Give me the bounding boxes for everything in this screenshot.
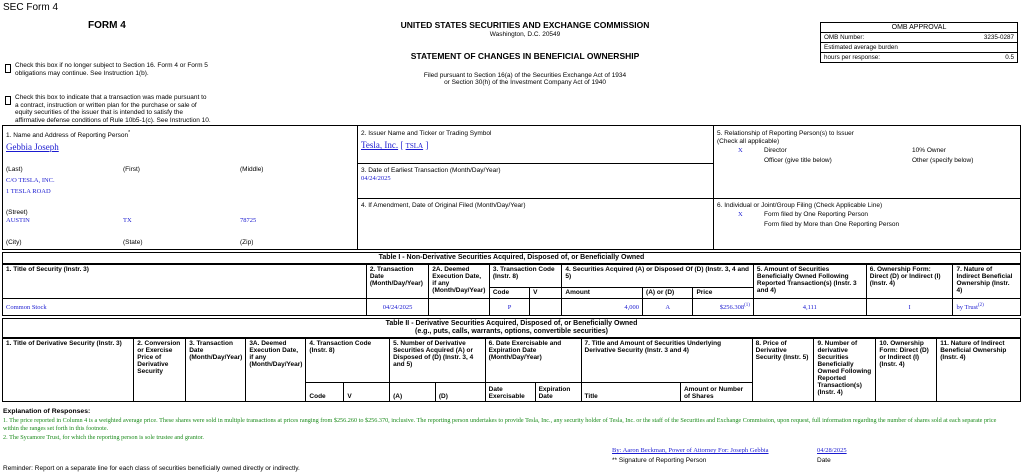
- filing-one-mark: X: [738, 211, 743, 218]
- table2: [2, 338, 1021, 402]
- zip-value: 78725: [240, 217, 257, 224]
- earliest-date-label: 3. Date of Earliest Transaction (Month/Day/Year): [361, 167, 501, 174]
- filing-more-label: Form filed by More than One Reporting Person: [764, 221, 900, 228]
- street-label: (Street): [6, 209, 28, 216]
- t1-price-value: $256.308: [719, 304, 745, 312]
- t2-header-price: 8. Price of Derivative Security (Instr. 5): [752, 339, 814, 402]
- t2-subheader-amount: Amount or Number of Shares: [680, 383, 752, 402]
- t1-header-owned: 5. Amount of Securities Beneficially Owned Following Reported Transaction(s) (Instr. 3 and 4): [753, 265, 866, 299]
- zip-label: (Zip): [240, 239, 254, 246]
- t1-cell-nature: [953, 299, 1021, 316]
- t2-header-number-group: 5. Number of Derivative Securities Acquired (A) or Disposed of (D) (Instr. 3, 4 and 5): [390, 339, 486, 383]
- other-label: Other (specify below): [912, 157, 974, 164]
- t2-header-title: 1. Title of Derivative Security (Instr. 3): [3, 339, 134, 402]
- t1-cell-form: I: [866, 299, 953, 316]
- t2-header-nature: 11. Nature of Indirect Beneficial Ownership (Instr. 4): [937, 339, 1021, 402]
- footnote-1-ref[interactable]: (1): [744, 302, 750, 308]
- statement-title: STATEMENT OF CHANGES IN BENEFICIAL OWNERSHIP: [410, 51, 640, 61]
- checkbox-10b5-line-4: affirmative defense conditions of Rule 10b5-1(c). See Instruction 10.: [15, 116, 211, 124]
- checkbox-section16-line-1: Check this box if no longer subject to Section 16. Form 4 or Form 5: [15, 62, 208, 69]
- t2-subheader-exp: Expiration Date: [535, 383, 581, 402]
- city-value: AUSTIN: [6, 217, 30, 224]
- state-value: TX: [123, 217, 132, 224]
- t2-header-exercisable-group: 6. Date Exercisable and Expiration Date (Month/Day/Year): [485, 339, 581, 383]
- omb-burden-label: Estimated average burden: [821, 43, 1018, 53]
- relationship-label: 5. Relationship of Reporting Person(s) to Issuer: [717, 130, 854, 137]
- t1-cell-amount: 4,000: [562, 299, 643, 316]
- t2-subheader-title: Title: [581, 383, 680, 402]
- t1-cell-ad: A: [643, 299, 693, 316]
- filed-pursuant-1: Filed pursuant to Section 16(a) of the Securities Exchange Act of 1934: [423, 72, 627, 79]
- sec-form-label: SEC Form 4: [3, 2, 59, 13]
- checkbox-10b5-1[interactable]: [5, 96, 11, 105]
- form-title: FORM 4: [88, 20, 126, 31]
- omb-approval-box: [820, 22, 1018, 63]
- t2-subheader-code: Code: [306, 383, 344, 402]
- last-label: (Last): [6, 166, 23, 173]
- table1-title-box: [2, 252, 1021, 264]
- relationship-divider: [713, 198, 1021, 199]
- table2-subtitle: (e.g., puts, calls, warrants, options, convertible securities): [415, 328, 608, 335]
- footnote-1: 1. The price reported in Column 4 is a weighted average price. These shares were sold in multiple transactions at prices ranging from $256.260 to $256.370, inclusive. The reporting person undertakes to provide Tesla, Inc., any security holder of Tesla, Inc. or the staff of the Securities and Exchange Commission, upon request, full information regarding the number of shares sold at each separate price within the ranges set forth in this footnote.: [3, 417, 997, 432]
- table-row: [3, 299, 1021, 316]
- state-label: (State): [123, 239, 143, 246]
- earliest-date-value: 04/24/2025: [361, 175, 391, 182]
- footnote-2-ref[interactable]: (2): [977, 302, 984, 308]
- address-line-2: 1 TESLA ROAD: [6, 188, 51, 195]
- t1-subheader-v: V: [530, 288, 562, 299]
- t1-cell-date: 04/24/2025: [366, 299, 428, 316]
- checkbox-section16-line-2: obligations may continue. See Instruction 1(b).: [15, 70, 149, 77]
- t2-header-date: 3. Transaction Date (Month/Day/Year): [186, 339, 246, 402]
- t1-cell-code: P: [489, 299, 529, 316]
- t1-cell-title: Common Stock: [3, 299, 367, 316]
- explanation-heading: Explanation of Responses:: [3, 408, 91, 415]
- t2-header-form: 10. Ownership Form: Direct (D) or Indirect (I) (Instr. 4): [876, 339, 937, 402]
- issuer-name-link[interactable]: Tesla, Inc.: [361, 140, 399, 150]
- t2-subheader-date-ex: Date Exercisable: [485, 383, 535, 402]
- director-label: Director: [764, 147, 787, 154]
- header-center: [360, 20, 690, 86]
- t1-header-date: 2. Transaction Date (Month/Day/Year): [366, 265, 428, 299]
- table1: [2, 264, 1021, 316]
- checkbox-section16[interactable]: [5, 64, 11, 73]
- signature-by[interactable]: By: Aaron Beckman, Power of Attorney For: Joseph Gebbia: [612, 447, 769, 454]
- filed-pursuant-2: or Section 30(h) of the Investment Company Act of 1940: [444, 79, 606, 86]
- t2-header-number-owned: 9. Number of derivative Securities Beneficially Owned Following Reported Transaction(s) (Instr. 4): [814, 339, 876, 402]
- ticker-close: ]: [425, 140, 429, 150]
- ten-percent-label: 10% Owner: [912, 147, 946, 154]
- omb-hours-label: hours per response:: [821, 53, 945, 63]
- checkbox-10b5-line-2: a contract, instruction or written plan for the purchase or sale of: [15, 101, 197, 109]
- address-line-1: C/O TESLA, INC.: [6, 177, 55, 184]
- t2-header-code-group: 4. Transaction Code (Instr. 8): [306, 339, 390, 383]
- reporting-person-name[interactable]: Gebbia Joseph: [6, 142, 59, 152]
- middle-label: (Middle): [240, 166, 264, 173]
- t2-header-conversion: 2. Conversion or Exercise Price of Derivative Security: [134, 339, 186, 402]
- issuer-name-line: [361, 140, 428, 150]
- amendment-label: 4. If Amendment, Date of Original Filed (Month/Day/Year): [361, 202, 526, 209]
- signature-label: ** Signature of Reporting Person: [612, 457, 707, 464]
- t1-subheader-amount: Amount: [562, 288, 643, 299]
- t1-nature-value: by Trust: [956, 304, 978, 312]
- filing-label: 6. Individual or Joint/Group Filing (Check Applicable Line): [717, 202, 883, 209]
- t1-header-deemed: 2A. Deemed Execution Date, if any (Month/Day/Year): [429, 265, 490, 299]
- t1-subheader-price: Price: [693, 288, 753, 299]
- t1-header-acquired-group: 4. Securities Acquired (A) or Disposed Of (D) (Instr. 3, 4 and 5): [562, 265, 753, 288]
- agency-location: Washington, D.C. 20549: [489, 31, 561, 38]
- t2-header-deemed: 3A. Deemed Execution Date, if any (Month/Day/Year): [246, 339, 306, 402]
- reminder-text: Reminder: Report on a separate line for each class of securities beneficially owned directly or indirectly.: [3, 465, 300, 472]
- t2-subheader-v: V: [344, 383, 390, 402]
- t1-cell-deemed: [429, 299, 490, 316]
- reporting-person-label: [6, 130, 130, 139]
- t1-cell-v: [530, 299, 562, 316]
- t1-header-form: 6. Ownership Form: Direct (D) or Indirect (I) (Instr. 4): [866, 265, 953, 299]
- ticker-symbol[interactable]: TSLA: [405, 142, 424, 150]
- city-label: (City): [6, 239, 22, 246]
- table2-title-box: [2, 318, 1021, 338]
- t2-subheader-a: (A): [390, 383, 436, 402]
- t1-cell-owned: 4,111: [753, 299, 866, 316]
- t2-subheader-d: (D): [435, 383, 485, 402]
- filing-one-label: Form filed by One Reporting Person: [764, 211, 869, 218]
- omb-number-value: 3235-0287: [945, 33, 1018, 43]
- reporting-person-asterisk: *: [128, 130, 131, 136]
- signature-date[interactable]: 04/28/2025: [817, 447, 847, 454]
- issuer-label: 2. Issuer Name and Ticker or Trading Symbol: [361, 130, 492, 137]
- t1-header-code-group: 3. Transaction Code (Instr. 8): [489, 265, 562, 288]
- t1-subheader-ad: (A) or (D): [643, 288, 693, 299]
- t1-subheader-code: Code: [489, 288, 529, 299]
- checkbox-10b5-line-1: Check this box to indicate that a transaction was made pursuant to: [15, 94, 207, 101]
- checkbox-10b5-text: [15, 94, 211, 124]
- omb-title: OMB APPROVAL: [821, 23, 1018, 33]
- t1-cell-price: [693, 299, 753, 316]
- t1-header-title: 1. Title of Security (Instr. 3): [3, 265, 367, 299]
- checkbox-section16-text: [15, 62, 208, 78]
- first-label: (First): [123, 166, 140, 173]
- checkbox-10b5-line-3: equity securities of the issuer that is intended to satisfy the: [15, 109, 184, 116]
- reporting-person-label-text: 1. Name and Address of Reporting Person: [6, 132, 129, 140]
- omb-hours-value: 0.5: [945, 53, 1018, 63]
- footnote-2: 2. The Sycamore Trust, for which the reporting person is sole trustee and grantor.: [3, 434, 204, 441]
- t2-header-underlying-group: 7. Title and Amount of Securities Underlying Derivative Security (Instr. 3 and 4): [581, 339, 752, 383]
- omb-number-label: OMB Number:: [821, 33, 945, 43]
- t1-header-nature: 7. Nature of Indirect Beneficial Ownership (Instr. 4): [953, 265, 1021, 299]
- issuer-divider-2: [357, 198, 714, 199]
- signature-date-label: Date: [817, 457, 831, 464]
- agency-name: UNITED STATES SECURITIES AND EXCHANGE COMMISSION: [400, 20, 650, 30]
- issuer-divider-1: [357, 163, 714, 164]
- director-mark: X: [738, 147, 743, 154]
- table2-title: Table II - Derivative Securities Acquired, Disposed of, or Beneficially Owned: [385, 320, 638, 327]
- table1-title: Table I - Non-Derivative Securities Acquired, Disposed of, or Beneficially Owned: [378, 254, 645, 261]
- officer-label: Officer (give title below): [764, 157, 832, 164]
- ticker-open: [: [400, 140, 404, 150]
- relationship-check-all: (Check all applicable): [717, 138, 780, 145]
